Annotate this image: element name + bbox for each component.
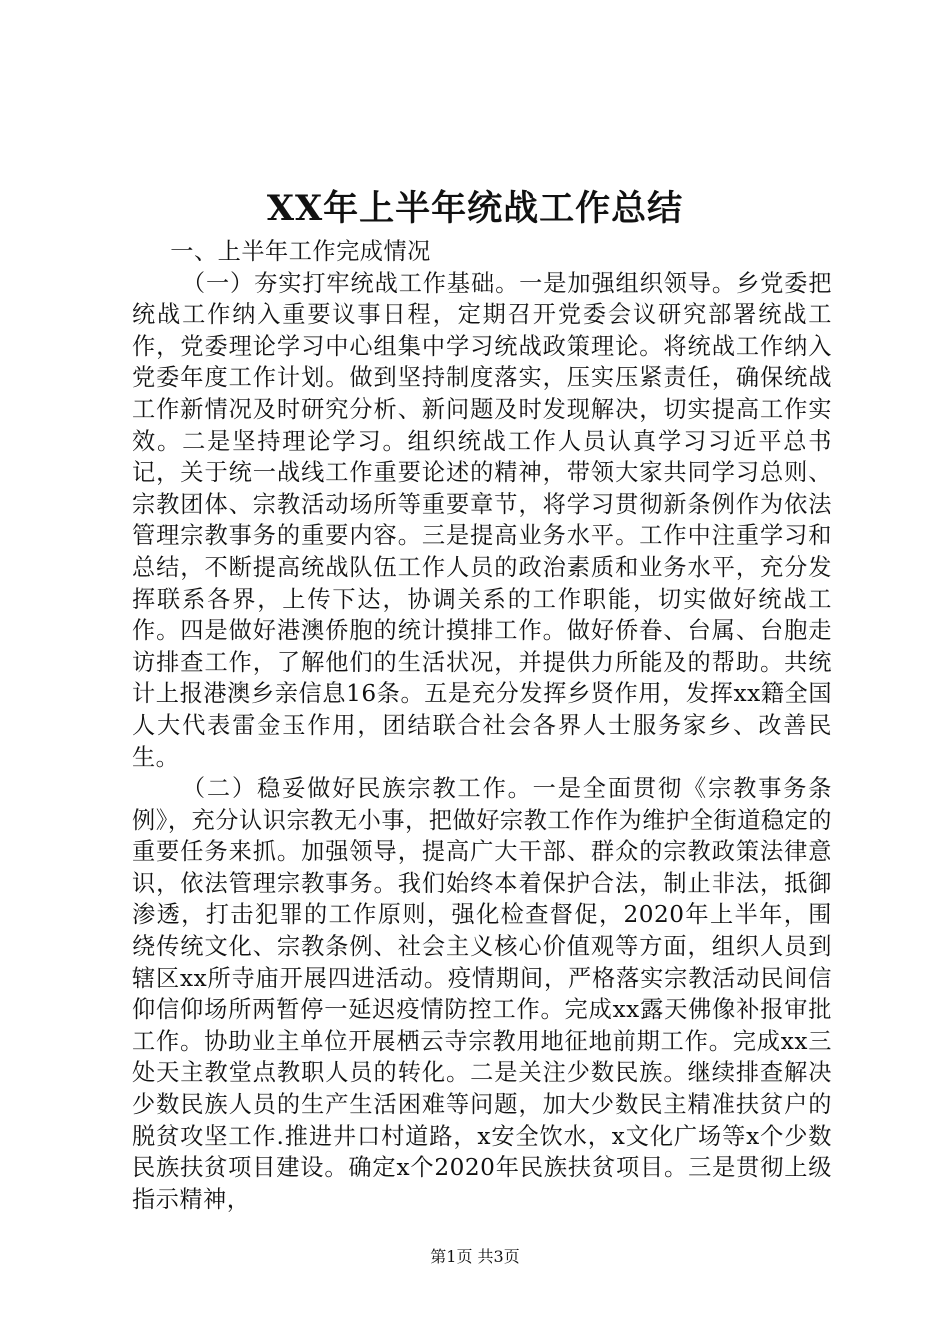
document-body <box>132 236 832 1215</box>
paragraph: （二）稳妥做好民族宗教工作。一是全面贯彻《宗教事务条例》，充分认识宗教无小事，把做好宗教工作作为维护全街道稳定的重要任务来抓。加强领导，提高广大干部、群众的宗教政策法律意识，依法管理宗教事务。我们始终本着保护合法，制止非法，抵御渗透，打击犯罪的工作原则，强化检查督促，2020年上半年，围绕传统文化、宗教条例、社会主义核心价值观等方面，组织人员到辖区xx所寺庙开展四进活动。疫情期间，严格落实宗教活动民间信仰信仰场所两暂停一延迟疫情防控工作。完成xx露天佛像补报审批工作。协助业主单位开展栖云寺宗教用地征地前期工作。完成xx三处天主教堂点教职人员的转化。二是关注少数民族。继续排查解决少数民族人员的生产生活困难等问题，加大少数民主精准扶贫户的脱贫攻坚工作.推进井口村道路，x安全饮水，x文化广场等x个少数民族扶贫项目建设。确定x个2020年民族扶贫项目。三是贯彻上级指示精神， <box>132 775 832 1213</box>
page-title: XX年上半年统战工作总结 <box>266 188 684 229</box>
section-heading: 一、上半年工作完成情况 <box>170 238 431 265</box>
paragraph: （一）夯实打牢统战工作基础。一是加强组织领导。乡党委把统战工作纳入重要议事日程，定期召开党委会议研究部署统战工作，党委理论学习中心组集中学习统战政策理论。将统战工作纳入党委年度工作计划。做到坚持制度落实，压实压紧责任，确保统战工作新情况及时研究分析、新问题及时发现解决，切实提高工作实效。二是坚持理论学习。组织统战工作人员认真学习习近平总书记，关于统一战线工作重要论述的精神，带领大家共同学习总则、宗教团体、宗教活动场所等重要章节，将学习贯彻新条例作为依法管理宗教事务的重要内容。三是提高业务水平。工作中注重学习和总结，不断提高统战队伍工作人员的政治素质和业务水平，充分发挥联系各界，上传下达，协调关系的工作职能，切实做好统战工作。四是做好港澳侨胞的统计摸排工作。做好侨眷、台属、台胞走访排查工作，了解他们的生活状况，并提供力所能及的帮助。共统计上报港澳乡亲信息16条。五是充分发挥乡贤作用，发挥xx籍全国人大代表雷金玉作用，团结联合社会各界人士服务家乡、改善民生。 <box>132 269 832 771</box>
page-number-footer: 第1页 共3页 <box>430 1247 520 1266</box>
